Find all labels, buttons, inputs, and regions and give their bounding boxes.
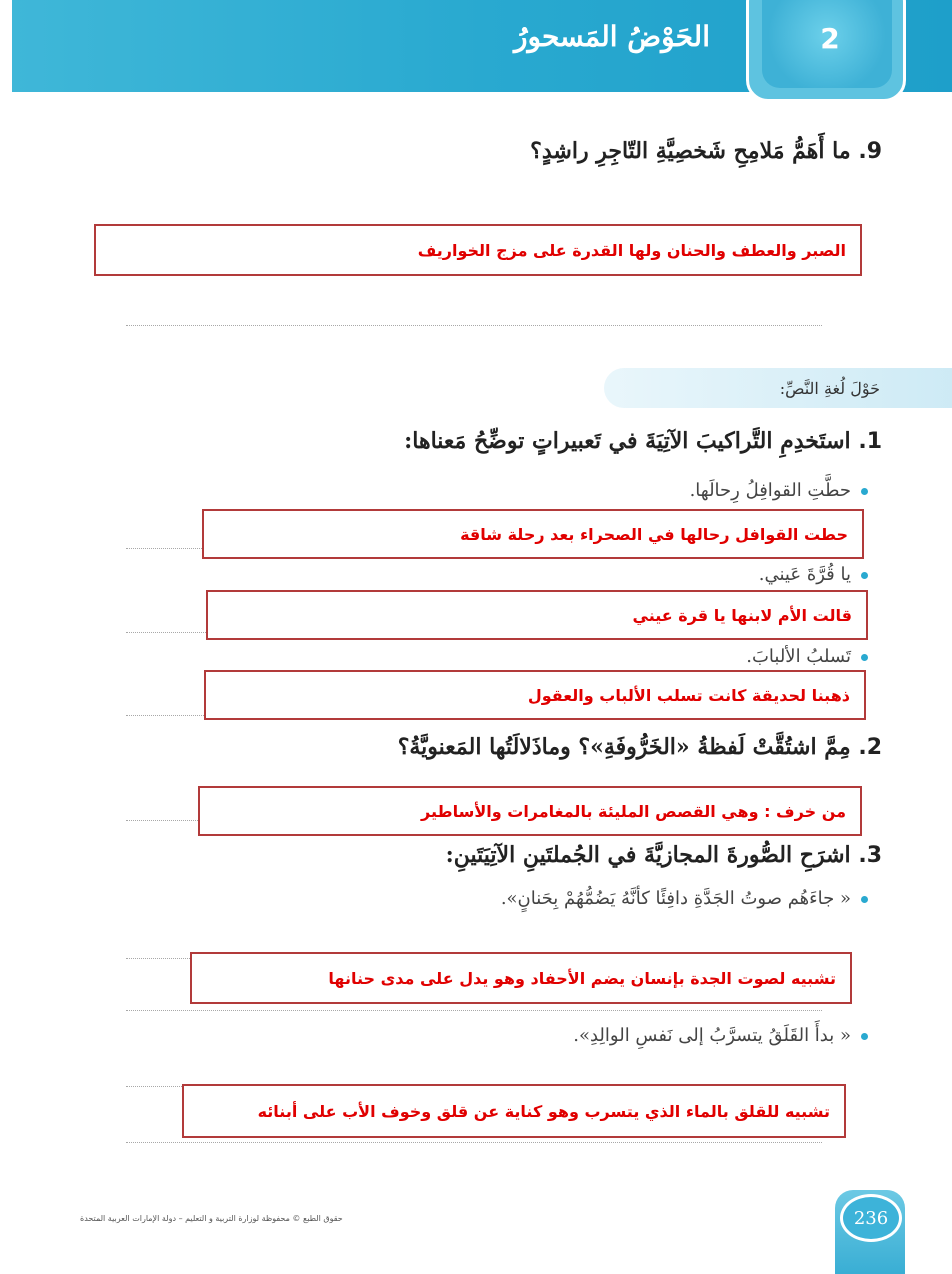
answer-line [126,958,196,959]
question-9-text: ما أَهَمُّ مَلامِحِ شَخصِيَّةِ التّاجِرِ راشِدٍ؟ [530,138,851,164]
answer-text-q3-2: تشبيه للقلق بالماء الذي يتسرب وهو كناية عن قلق وخوف الأب على أبنائه [257,1101,830,1121]
question-9-number: 9. [858,139,882,164]
bullet-dot [861,488,868,495]
chapter-number: 2 [820,22,840,55]
bullet-item [300,888,868,909]
phrase-text: تَسلبُ الألبابَ. [746,646,851,667]
question-2 [300,734,882,760]
answer-text-q3-1: تشبيه لصوت الجدة بإنسان يضم الأحفاد وهو يدل على مدى حنانها [328,968,836,988]
page-number: 236 [840,1194,902,1242]
section-header [604,368,952,408]
answer-box-q1-2[interactable] [206,590,868,640]
answer-box-q2[interactable] [198,786,862,836]
phrase-text: « بدأَ القَلَقُ يتسرَّبُ إلى نَفسِ الوالِدِ». [573,1025,851,1046]
answer-text-q1-1: حطت القوافل رحالها في الصحراء بعد رحلة شاقة [460,524,848,544]
bullet-item [300,1025,868,1046]
question-3-text: اشرَحِ الصُّورةَ المجازيَّةَ في الجُملتَينِ الآتِيَتَينِ: [445,842,851,868]
question-3 [300,842,882,868]
answer-line [126,1010,822,1011]
bullet-item [400,564,868,585]
bullet-dot [861,572,868,579]
section-label: حَوْلَ لُغةِ النَّصِّ: [779,378,880,398]
question-1 [300,428,882,454]
answer-line [126,325,822,326]
phrase-text: يا قُرَّةَ عَيني. [758,564,851,585]
answer-box-q1-3[interactable] [204,670,866,720]
question-1-text: استَخدِمِ التَّراكيبَ الآتِيَةَ في تَعبيراتٍ توضِّحُ مَعناها: [404,428,851,454]
phrase-text: « جاءَهُم صوتُ الجَدَّةِ دافِئًا كأنَّهُ يَضُمُّهُمْ بِحَنانٍ». [500,888,851,909]
answer-box-q3-1[interactable] [190,952,852,1004]
answer-text-q2: من خرف : وهي القصص المليئة بالمغامرات والأساطير [421,801,846,821]
footer-copyright: حقوق الطبع © محفوظة لوزارة التربية و التعليم – دولة الإمارات العربية المتحدة [80,1214,343,1223]
bullet-dot [861,1033,868,1040]
phrase-text: حطَّتِ القوافِلُ رِحالَها. [689,480,851,501]
answer-line [126,1086,186,1087]
question-9 [300,138,882,164]
bullet-item [400,480,868,501]
answer-line [126,1142,822,1143]
question-3-number: 3. [858,843,882,868]
answer-text-q1-3: ذهبنا لحديقة كانت تسلب الألباب والعقول [527,685,850,705]
chapter-title: الحَوْضُ المَسحورُ [514,20,710,53]
question-2-number: 2. [858,735,882,760]
answer-box-q3-2[interactable] [182,1084,846,1138]
question-1-number: 1. [858,429,882,454]
question-2-text: مِمَّ اشتُقَّتْ لَفظةُ «الخَرُّوفَةِ»؟ وماذَلالَتُها المَعنويَّةُ؟ [397,734,851,760]
answer-text-q9: الصبر والعطف والحنان ولها القدرة على مزج الخواريف [417,240,846,260]
answer-box-q1-1[interactable] [202,509,864,559]
bullet-dot [861,654,868,661]
bullet-item [400,646,868,667]
bullet-dot [861,896,868,903]
answer-text-q1-2: قالت الأم لابنها يا قرة عيني [632,605,852,625]
answer-box-q9[interactable] [94,224,862,276]
